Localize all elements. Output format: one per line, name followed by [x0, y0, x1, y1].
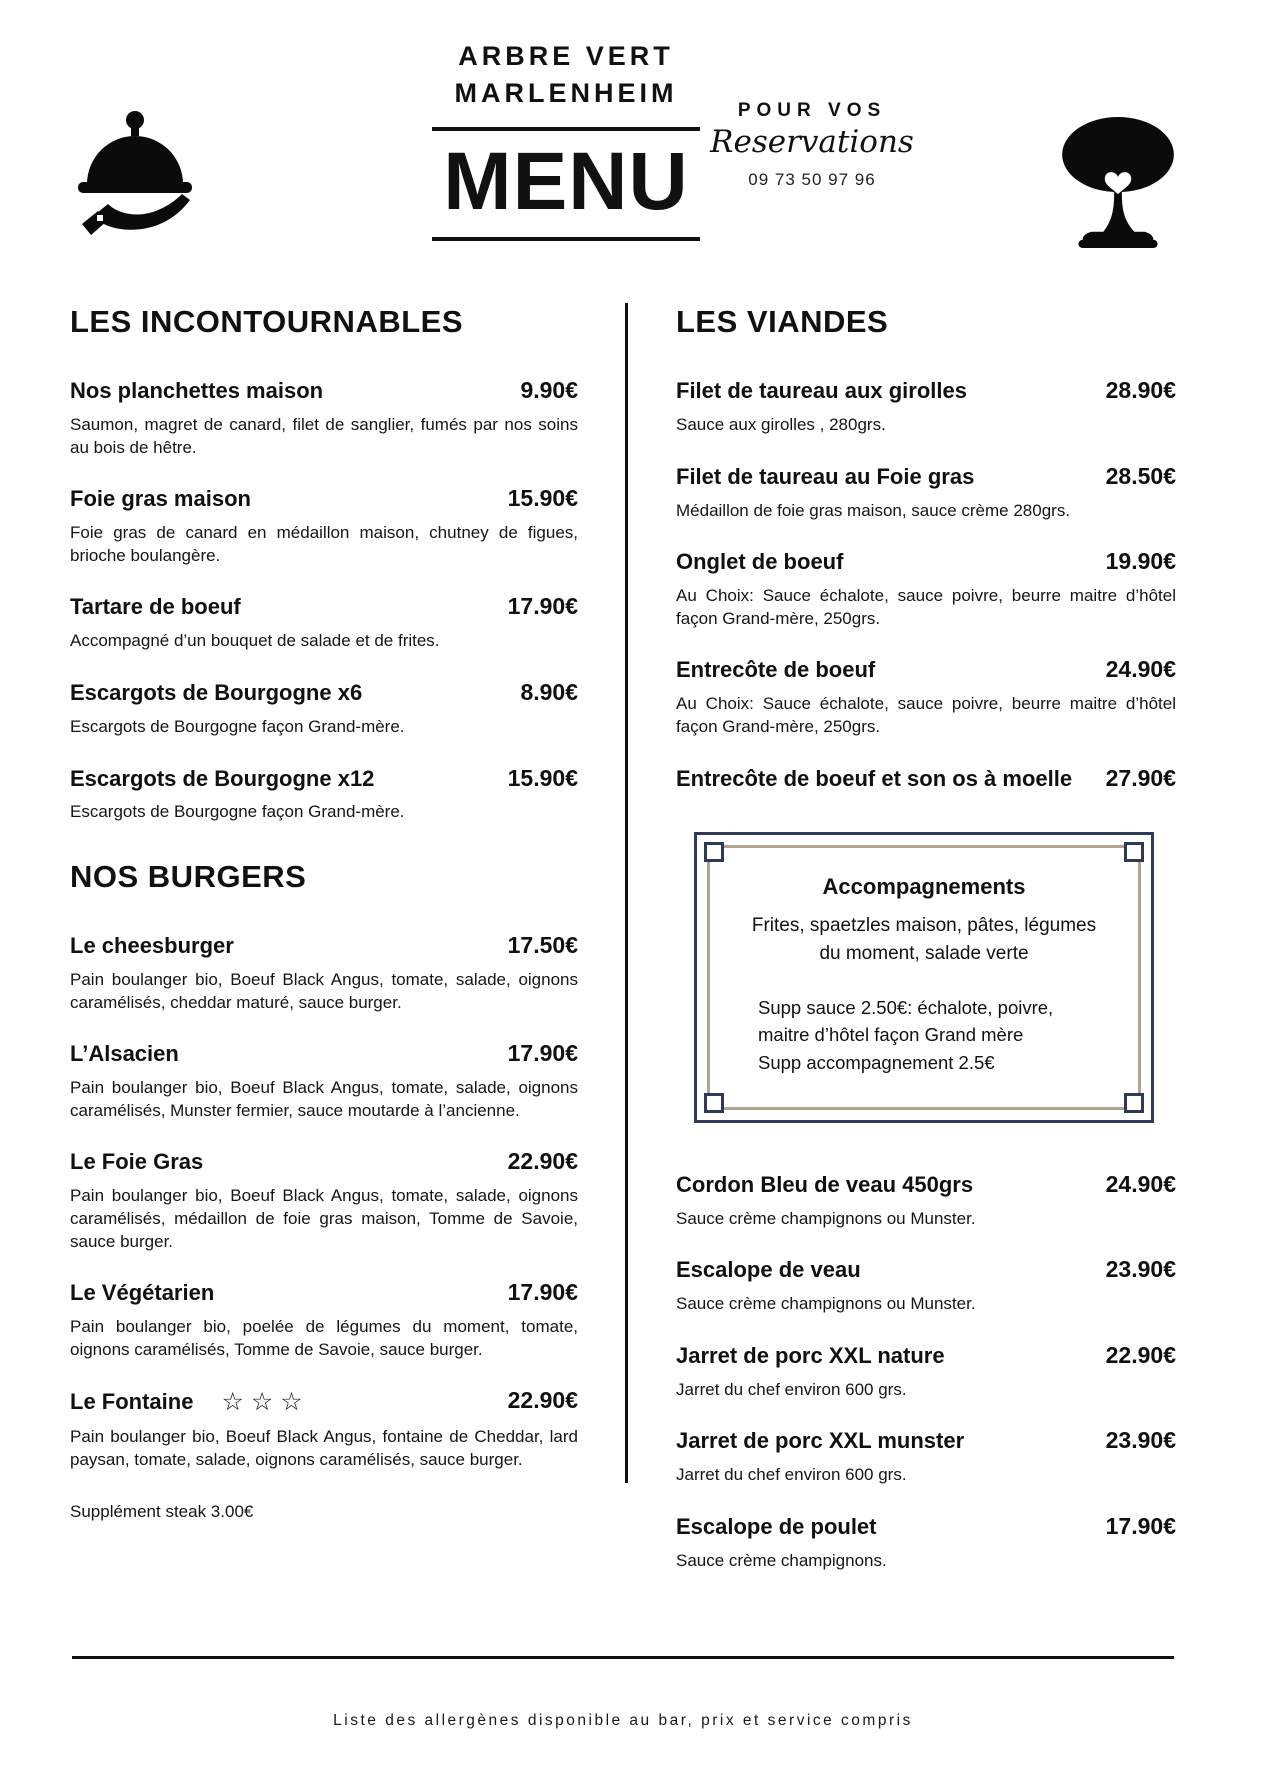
column-divider: [625, 303, 628, 1483]
menu-item-price: 17.90€: [507, 1040, 578, 1067]
menu-item: [676, 377, 1176, 437]
menu-item-description: Médaillon de foie gras maison, sauce crème 280grs.: [676, 500, 1071, 520]
section-items-viandes-top: [676, 377, 1176, 792]
menu-item-description: Jarret du chef environ 600 grs.: [676, 1465, 907, 1485]
menu-item-head: [676, 1513, 1176, 1541]
menu-item-description: Saumon, magret de canard, filet de sanglier, fumés par nos soins au bois de hêtre.: [70, 415, 578, 457]
menu-item-description: Accompagné d’un bouquet de salade et de frites.: [70, 631, 440, 651]
menu-item-description: Sauce crème champignons ou Munster.: [676, 1208, 976, 1228]
menu-item: [70, 932, 578, 1014]
reservation-kicker: POUR VOS: [737, 100, 887, 121]
accompaniments-box: [694, 832, 1154, 1122]
restaurant-name-line1: ARBRE VERT: [458, 41, 674, 71]
menu-item-name: Escalope de poulet: [676, 1513, 877, 1539]
restaurant-name-line2: MARLENHEIM: [454, 78, 678, 109]
supplement-side-line: Supp accompagnement 2.5€: [758, 1052, 995, 1074]
box-corner-ornament: [1124, 1093, 1144, 1113]
menu-item-name: Filet de taureau au Foie gras: [676, 463, 975, 489]
menu-item: [70, 679, 578, 739]
menu-title: MENU: [443, 135, 689, 227]
reservation-script: Reservations: [710, 124, 914, 160]
menu-item-price: 28.50€: [1105, 462, 1176, 489]
menu-item-name: Entrecôte de boeuf: [676, 657, 876, 683]
tree-with-heart-icon: [1061, 116, 1175, 253]
menu-item-description: Au Choix: Sauce échalote, sauce poivre, beurre maitre d’hôtel façon Grand-mère, 250grs.: [676, 694, 1176, 736]
steak-supplement-note: Supplément steak 3.00€: [70, 1501, 254, 1521]
menu-item-name: Onglet de boeuf: [676, 549, 844, 575]
menu-item-description: Sauce crème champignons ou Munster.: [676, 1294, 976, 1314]
menu-item-name: Escargots de Bourgogne x6: [70, 679, 363, 705]
header-rule-bottom: [432, 237, 700, 241]
menu-item-name-wrap: [676, 1513, 1092, 1541]
menu-item: [70, 1148, 578, 1253]
menu-item-name: Nos planchettes maison: [70, 378, 324, 404]
menu-item-name: Entrecôte de boeuf et son os à moelle: [676, 765, 1073, 791]
menu-item-name-wrap: [676, 1256, 1092, 1284]
menu-item-price: 27.90€: [1105, 764, 1176, 791]
menu-item-description: Au Choix: Sauce échalote, sauce poivre, beurre maitre d’hôtel façon Grand-mère, 250grs.: [676, 586, 1176, 628]
menu-item-price: 8.90€: [520, 678, 578, 705]
section-title-burgers: NOS BURGERS: [70, 859, 307, 895]
menu-item-name-wrap: [70, 485, 494, 513]
accompaniments-list: Frites, spaetzles maison, pâtes, légumes du moment, salade verte: [751, 915, 1097, 964]
menu-item: [70, 1387, 578, 1471]
menu-item-head: [70, 593, 578, 621]
menu-item-name-wrap: [70, 932, 494, 960]
menu-item-price: 15.90€: [507, 764, 578, 791]
menu-item: [70, 765, 578, 825]
section-title-incontournables: LES INCONTOURNABLES: [70, 304, 464, 339]
menu-item-name-wrap: [676, 765, 1092, 793]
header-brand: [390, 38, 742, 241]
menu-item: [70, 377, 578, 459]
menu-item-name-wrap: [70, 679, 506, 707]
menu-item-head: [676, 377, 1176, 405]
menu-item-name-wrap: [676, 1171, 1092, 1199]
menu-item-description: Jarret du chef environ 600 grs.: [676, 1379, 907, 1399]
menu-item-name-wrap: [70, 593, 494, 621]
menu-item: [676, 1427, 1176, 1487]
menu-item-description: Foie gras de canard en médaillon maison, chutney de figues, brioche boulangère.: [70, 523, 578, 565]
menu-item: [70, 1040, 578, 1122]
menu-item-price: 22.90€: [507, 1387, 578, 1414]
section-items-viandes-bottom: [676, 1171, 1176, 1573]
menu-item-name-wrap: [676, 656, 1092, 684]
menu-item-description: Pain boulanger bio, Boeuf Black Angus, tomate, salade, oignons caramélisés, cheddar maturé, sauce burger.: [70, 970, 578, 1012]
menu-item-head: [70, 765, 578, 793]
menu-item-head: [676, 765, 1176, 793]
menu-item-name-wrap: [676, 377, 1092, 405]
menu-item-name-wrap: [70, 1387, 494, 1417]
menu-item-price: 15.90€: [507, 485, 578, 512]
menu-item-description: Pain boulanger bio, Boeuf Black Angus, tomate, salade, oignons caramélisés, médaillon de foie gras maison, Tomme de Savoie, sauce burger.: [70, 1186, 578, 1251]
menu-item: [676, 1256, 1176, 1316]
menu-item-name: Le cheesburger: [70, 933, 234, 959]
reservation-block: [702, 100, 922, 190]
menu-item-name: Le Fontaine: [70, 1389, 194, 1415]
menu-item-name-wrap: [70, 1040, 494, 1068]
phone-number: 09 73 50 97 96: [748, 170, 876, 189]
menu-item-name: Filet de taureau aux girolles: [676, 378, 967, 404]
menu-item-name: L’Alsacien: [70, 1041, 179, 1067]
menu-item-price: 22.90€: [507, 1148, 578, 1175]
menu-item: [676, 656, 1176, 738]
menu-item-description: Pain boulanger bio, Boeuf Black Angus, fontaine de Cheddar, lard paysan, tomate, salade, oignons caramélisés, sauce burger.: [70, 1427, 578, 1469]
menu-item-head: [70, 485, 578, 513]
menu-item-name: Jarret de porc XXL nature: [676, 1342, 945, 1368]
footer-rule: [72, 1656, 1174, 1659]
menu-item-head: [676, 1171, 1176, 1199]
menu-item: [676, 765, 1176, 793]
menu-item-name-wrap: [70, 1279, 494, 1307]
menu-item-description: Escargots de Bourgogne façon Grand-mère.: [70, 802, 405, 822]
menu-item-head: [70, 1387, 578, 1417]
menu-item-name-wrap: [70, 1148, 494, 1176]
menu-item-name-wrap: [676, 1427, 1092, 1455]
menu-item: [676, 548, 1176, 630]
menu-item-head: [676, 1342, 1176, 1370]
menu-item: [70, 1279, 578, 1361]
menu-item-head: [70, 377, 578, 405]
menu-item-description: Sauce crème champignons.: [676, 1550, 887, 1570]
menu-item-name: Escalope de veau: [676, 1257, 861, 1283]
accompaniments-title: Accompagnements: [822, 874, 1026, 900]
accompaniments-box-inner: [707, 845, 1141, 1109]
menu-item-name-wrap: [676, 1342, 1092, 1370]
menu-item-price: 17.90€: [507, 1279, 578, 1306]
menu-item-description: Pain boulanger bio, Boeuf Black Angus, tomate, salade, oignons caramélisés, Munster fermier, sauce moutarde à l’ancienne.: [70, 1078, 578, 1120]
menu-item-name: Foie gras maison: [70, 486, 251, 512]
menu-item-head: [70, 1148, 578, 1176]
accompaniments-supplements: [758, 994, 1098, 1077]
supplement-sauce-line: Supp sauce 2.50€: échalote, poivre, maitre d’hôtel façon Grand mère: [758, 996, 1054, 1046]
menu-item-price: 28.90€: [1105, 377, 1176, 404]
section-title-viandes: LES VIANDES: [676, 304, 889, 339]
menu-item-head: [676, 1256, 1176, 1284]
menu-item-head: [70, 1279, 578, 1307]
menu-item-price: 23.90€: [1105, 1427, 1176, 1454]
menu-item: [676, 463, 1176, 523]
box-corner-ornament: [704, 842, 724, 862]
menu-item-head: [70, 932, 578, 960]
menu-item-price: 23.90€: [1105, 1256, 1176, 1283]
menu-item-price: 9.90€: [520, 377, 578, 404]
section-items-incontournables: [70, 377, 578, 824]
cloche-serving-hand-icon: [76, 108, 200, 253]
menu-item-description: Pain boulanger bio, poelée de légumes du moment, tomate, oignons caramélisés, Tomme de Savoie, sauce burger.: [70, 1317, 578, 1359]
menu-item-price: 24.90€: [1105, 656, 1176, 683]
menu-item-price: 17.90€: [1105, 1512, 1176, 1539]
menu-item-description: Sauce aux girolles , 280grs.: [676, 415, 886, 435]
menu-item-price: 22.90€: [1105, 1341, 1176, 1368]
menu-item-name: Jarret de porc XXL munster: [676, 1428, 965, 1454]
right-column: [676, 305, 1176, 1599]
menu-item-price: 17.50€: [507, 932, 578, 959]
menu-item-name: Escargots de Bourgogne x12: [70, 765, 375, 791]
left-column: [70, 305, 578, 1522]
menu-item-head: [70, 679, 578, 707]
menu-item-price: 19.90€: [1105, 548, 1176, 575]
menu-item: [70, 593, 578, 653]
allergen-notice: Liste des allergènes disponible au bar, prix et service compris: [333, 1712, 913, 1729]
menu-item-name-wrap: [676, 463, 1092, 491]
menu-item: [676, 1342, 1176, 1402]
menu-item: [676, 1513, 1176, 1573]
menu-item-name: Le Végétarien: [70, 1280, 215, 1306]
menu-item-head: [70, 1040, 578, 1068]
menu-item-name: Cordon Bleu de veau 450grs: [676, 1171, 974, 1197]
menu-item-head: [676, 1427, 1176, 1455]
box-corner-ornament: [704, 1093, 724, 1113]
three-stars-icon: ☆☆☆: [221, 1388, 310, 1417]
menu-item-description: Escargots de Bourgogne façon Grand-mère.: [70, 716, 405, 736]
menu-item-head: [676, 548, 1176, 576]
section-items-burgers: [70, 932, 578, 1471]
menu-item-name-wrap: [676, 548, 1092, 576]
box-corner-ornament: [1124, 842, 1144, 862]
menu-item-name-wrap: [70, 377, 506, 405]
menu-item-head: [676, 463, 1176, 491]
menu-item-name-wrap: [70, 765, 494, 793]
menu-item-price: 17.90€: [507, 593, 578, 620]
menu-item: [70, 485, 578, 567]
menu-item-name: Le Foie Gras: [70, 1149, 204, 1175]
header-rule-top: [432, 127, 700, 131]
menu-item-name: Tartare de boeuf: [70, 594, 241, 620]
menu-item-price: 24.90€: [1105, 1170, 1176, 1197]
menu-item-head: [676, 656, 1176, 684]
menu-item: [676, 1171, 1176, 1231]
